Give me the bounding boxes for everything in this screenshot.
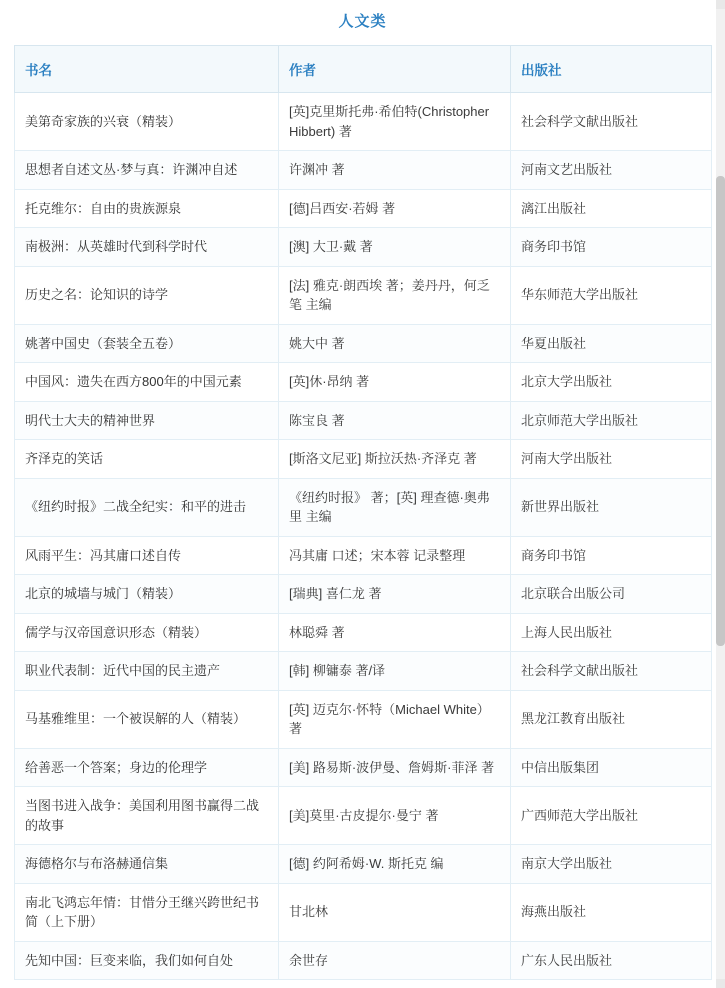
table-row bbox=[15, 324, 712, 363]
cell-press: 漓江出版社 bbox=[511, 189, 712, 228]
cell-author: [英]克里斯托弗·希伯特(Christopher Hibbert) 著 bbox=[279, 93, 511, 151]
table-row bbox=[15, 845, 712, 884]
cell-title: 历史之名：论知识的诗学 bbox=[15, 266, 279, 324]
column-header-press: 出版社 bbox=[511, 46, 712, 93]
table-row bbox=[15, 787, 712, 845]
vertical-scrollbar[interactable] bbox=[716, 0, 725, 988]
table-row bbox=[15, 266, 712, 324]
table-row bbox=[15, 883, 712, 941]
cell-author: 陈宝良 著 bbox=[279, 401, 511, 440]
cell-title: 南极洲：从英雄时代到科学时代 bbox=[15, 228, 279, 267]
scrollbar-thumb[interactable] bbox=[716, 176, 725, 646]
cell-author: [德] 约阿希姆·W. 斯托克 编 bbox=[279, 845, 511, 884]
cell-author: [美] 路易斯·波伊曼、詹姆斯·菲泽 著 bbox=[279, 748, 511, 787]
cell-author: 许渊冲 著 bbox=[279, 151, 511, 190]
cell-author: [英] 迈克尔·怀特（Michael White）著 bbox=[279, 690, 511, 748]
table-row bbox=[15, 941, 712, 980]
cell-press: 海燕出版社 bbox=[511, 883, 712, 941]
table-row bbox=[15, 690, 712, 748]
cell-title: 姚著中国史（套装全五卷） bbox=[15, 324, 279, 363]
cell-title: 北京的城墙与城门（精装） bbox=[15, 575, 279, 614]
book-table bbox=[14, 45, 712, 980]
cell-press: 华夏出版社 bbox=[511, 324, 712, 363]
cell-title: 风雨平生：冯其庸口述自传 bbox=[15, 536, 279, 575]
cell-author: 林聪舜 著 bbox=[279, 613, 511, 652]
cell-press: 社会科学文献出版社 bbox=[511, 652, 712, 691]
cell-press: 河南文艺出版社 bbox=[511, 151, 712, 190]
table-row bbox=[15, 363, 712, 402]
cell-author: 余世存 bbox=[279, 941, 511, 980]
table-row bbox=[15, 440, 712, 479]
cell-press: 北京师范大学出版社 bbox=[511, 401, 712, 440]
cell-press: 广东人民出版社 bbox=[511, 941, 712, 980]
cell-title: 托克维尔：自由的贵族源泉 bbox=[15, 189, 279, 228]
cell-author: [瑞典] 喜仁龙 著 bbox=[279, 575, 511, 614]
cell-title: 南北飞鸿忘年情：甘惜分王继兴跨世纪书简（上下册） bbox=[15, 883, 279, 941]
cell-author: 甘北林 bbox=[279, 883, 511, 941]
table-header bbox=[15, 46, 712, 93]
cell-press: 华东师范大学出版社 bbox=[511, 266, 712, 324]
cell-title: 职业代表制：近代中国的民主遗产 bbox=[15, 652, 279, 691]
table-body bbox=[15, 93, 712, 980]
cell-press: 黑龙江教育出版社 bbox=[511, 690, 712, 748]
cell-title: 海德格尔与布洛赫通信集 bbox=[15, 845, 279, 884]
cell-press: 社会科学文献出版社 bbox=[511, 93, 712, 151]
cell-author: [英]休·昂纳 著 bbox=[279, 363, 511, 402]
cell-press: 商务印书馆 bbox=[511, 228, 712, 267]
cell-title: 齐泽克的笑话 bbox=[15, 440, 279, 479]
cell-press: 北京大学出版社 bbox=[511, 363, 712, 402]
table-row bbox=[15, 575, 712, 614]
cell-author: [澳] 大卫·戴 著 bbox=[279, 228, 511, 267]
cell-title: 先知中国：巨变来临，我们如何自处 bbox=[15, 941, 279, 980]
cell-press: 北京联合出版公司 bbox=[511, 575, 712, 614]
table-row bbox=[15, 151, 712, 190]
table-row bbox=[15, 93, 712, 151]
cell-author: [法] 雅克·朗西埃 著；姜丹丹，何乏笔 主编 bbox=[279, 266, 511, 324]
cell-author: 冯其庸 口述；宋本蓉 记录整理 bbox=[279, 536, 511, 575]
cell-title: 儒学与汉帝国意识形态（精装） bbox=[15, 613, 279, 652]
table-row bbox=[15, 189, 712, 228]
cell-author: [德]吕西安·若姆 著 bbox=[279, 189, 511, 228]
cell-title: 《纽约时报》二战全纪实：和平的进击 bbox=[15, 478, 279, 536]
cell-press: 广西师范大学出版社 bbox=[511, 787, 712, 845]
scrollbar-up-arrow[interactable] bbox=[716, 0, 725, 9]
table-row bbox=[15, 228, 712, 267]
cell-author: [斯洛文尼亚] 斯拉沃热·齐泽克 著 bbox=[279, 440, 511, 479]
page-title: 人文类 bbox=[338, 13, 387, 30]
table-row bbox=[15, 401, 712, 440]
cell-press: 上海人民出版社 bbox=[511, 613, 712, 652]
cell-title: 给善恶一个答案；身边的伦理学 bbox=[15, 748, 279, 787]
cell-author: 《纽约时报》 著；[英] 理查德·奥弗里 主编 bbox=[279, 478, 511, 536]
table-row bbox=[15, 478, 712, 536]
column-header-title: 书名 bbox=[15, 46, 279, 93]
cell-title: 当图书进入战争：美国利用图书赢得二战的故事 bbox=[15, 787, 279, 845]
cell-press: 河南大学出版社 bbox=[511, 440, 712, 479]
table-row bbox=[15, 536, 712, 575]
cell-press: 南京大学出版社 bbox=[511, 845, 712, 884]
cell-press: 新世界出版社 bbox=[511, 478, 712, 536]
column-header-author: 作者 bbox=[279, 46, 511, 93]
cell-author: [韩] 柳镛泰 著/译 bbox=[279, 652, 511, 691]
scrollbar-down-arrow[interactable] bbox=[716, 979, 725, 988]
cell-title: 美第奇家族的兴衰（精装） bbox=[15, 93, 279, 151]
cell-press: 商务印书馆 bbox=[511, 536, 712, 575]
cell-title: 马基雅维里：一个被误解的人（精装） bbox=[15, 690, 279, 748]
table-row bbox=[15, 748, 712, 787]
cell-title: 明代士大夫的精神世界 bbox=[15, 401, 279, 440]
cell-author: [美]莫里·古皮提尔·曼宁 著 bbox=[279, 787, 511, 845]
cell-title: 中国风：遗失在西方800年的中国元素 bbox=[15, 363, 279, 402]
table-row bbox=[15, 652, 712, 691]
table-header-row bbox=[15, 46, 712, 93]
table-row bbox=[15, 613, 712, 652]
cell-author: 姚大中 著 bbox=[279, 324, 511, 363]
cell-press: 中信出版集团 bbox=[511, 748, 712, 787]
cell-title: 思想者自述文丛·梦与真：许渊冲自述 bbox=[15, 151, 279, 190]
